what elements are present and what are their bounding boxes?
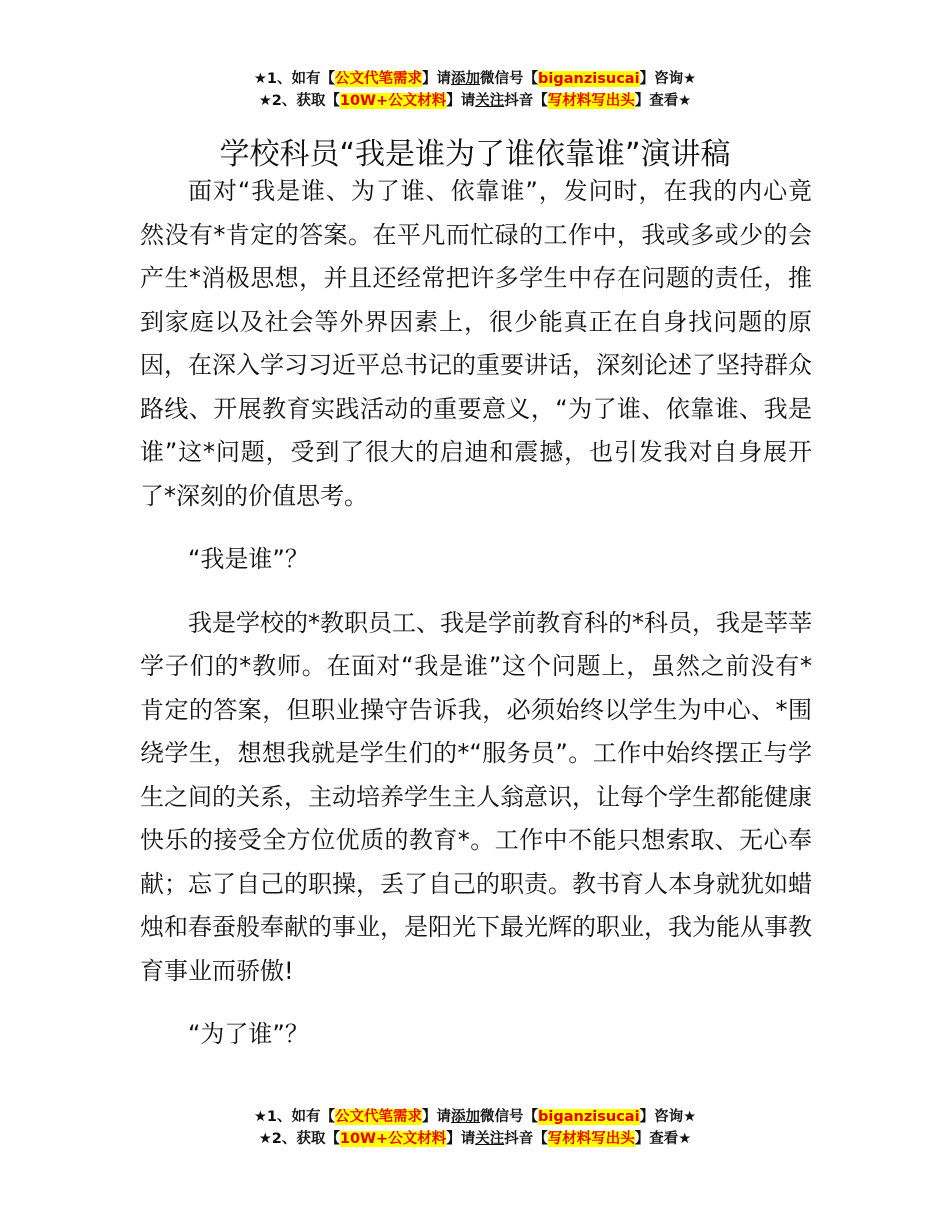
promo-line-1 (0, 1106, 950, 1128)
promo-footer (0, 1106, 950, 1150)
promo-text: ★2、获取【 (258, 93, 340, 109)
promo-line-2 (0, 90, 950, 112)
document-body (140, 170, 812, 1057)
promo-text: ★2、获取【 (258, 1131, 340, 1147)
promo-highlight: 10W+公文材料 (339, 1131, 447, 1147)
promo-text: 】查看★ (634, 93, 692, 109)
promo-text: 抖音【 (504, 93, 548, 109)
promo-text: 微信号【 (480, 71, 539, 87)
promo-underlined: 关注 (475, 1131, 505, 1147)
promo-text: 】请 (422, 71, 452, 87)
promo-text: 微信号【 (480, 1109, 539, 1125)
promo-underlined: 添加 (451, 1109, 481, 1125)
promo-line-1 (0, 68, 950, 90)
promo-text: ★1、如有【 (253, 71, 336, 87)
promo-highlight: 写材料写出头 (547, 93, 635, 109)
promo-highlight: biganzisucai (538, 1109, 640, 1125)
promo-text: 】请 (446, 93, 476, 109)
promo-text: 】咨询★ (639, 71, 697, 87)
paragraph: 我是学校的*教职员工、我是学前教育科的*科员，我是莘莘学子们的*教师。在面对“我是谁”这个问题上，虽然之前没有*肯定的答案，但职业操守告诉我，必须始终以学生为中心、*围绕学生，想想我就是学生们的*“服务员”。工作中始终摆正与学生之间的关系，主动培养学生主人翁意识，让每个学生都能健康快乐的接受全方位优质的教育*。工作中不能只想索取、无心奉献；忘了自己的职操，丢了自己的职责。教书育人本身就犹如蜡烛和春蚕般奉献的事业，是阳光下最光辉的职业，我为能从事教育事业而骄傲! (140, 608, 812, 985)
paragraph: 面对“我是谁、为了谁、依靠谁”，发问时，在我的内心竟然没有*肯定的答案。在平凡而忙碌的工作中，我或多或少的会产生*消极思想，并且还经常把许多学生中存在问题的责任，推到家庭以及社会等外界因素上，很少能真正在自身找问题的原因，在深入学习习近平总书记的重要讲话，深刻论述了坚持群众路线、开展教育实践活动的重要意义，“为了谁、依靠谁、我是谁”这*问题，受到了很大的启迪和震撼，也引发我对自身展开了*深刻的价值思考。 (140, 177, 812, 510)
promo-text: 】查看★ (634, 1131, 692, 1147)
promo-text: 】咨询★ (639, 1109, 697, 1125)
promo-highlight: 写材料写出头 (547, 1131, 635, 1147)
promo-highlight: 公文代笔需求 (335, 1109, 423, 1125)
document-title: 学校科员“我是谁为了谁依靠谁”演讲稿 (219, 137, 731, 173)
promo-text: 】请 (446, 1131, 476, 1147)
promo-text: ★1、如有【 (253, 1109, 336, 1125)
section-heading: “为了谁”？ (188, 1020, 309, 1048)
promo-underlined: 关注 (475, 93, 505, 109)
section-heading: “我是谁”？ (188, 545, 309, 573)
promo-line-2 (0, 1128, 950, 1150)
promo-highlight: 公文代笔需求 (335, 71, 423, 87)
promo-underlined: 添加 (451, 71, 481, 87)
promo-header (0, 68, 950, 112)
promo-text: 】请 (422, 1109, 452, 1125)
promo-text: 抖音【 (504, 1131, 548, 1147)
promo-highlight: biganzisucai (538, 71, 640, 87)
promo-highlight: 10W+公文材料 (339, 93, 447, 109)
